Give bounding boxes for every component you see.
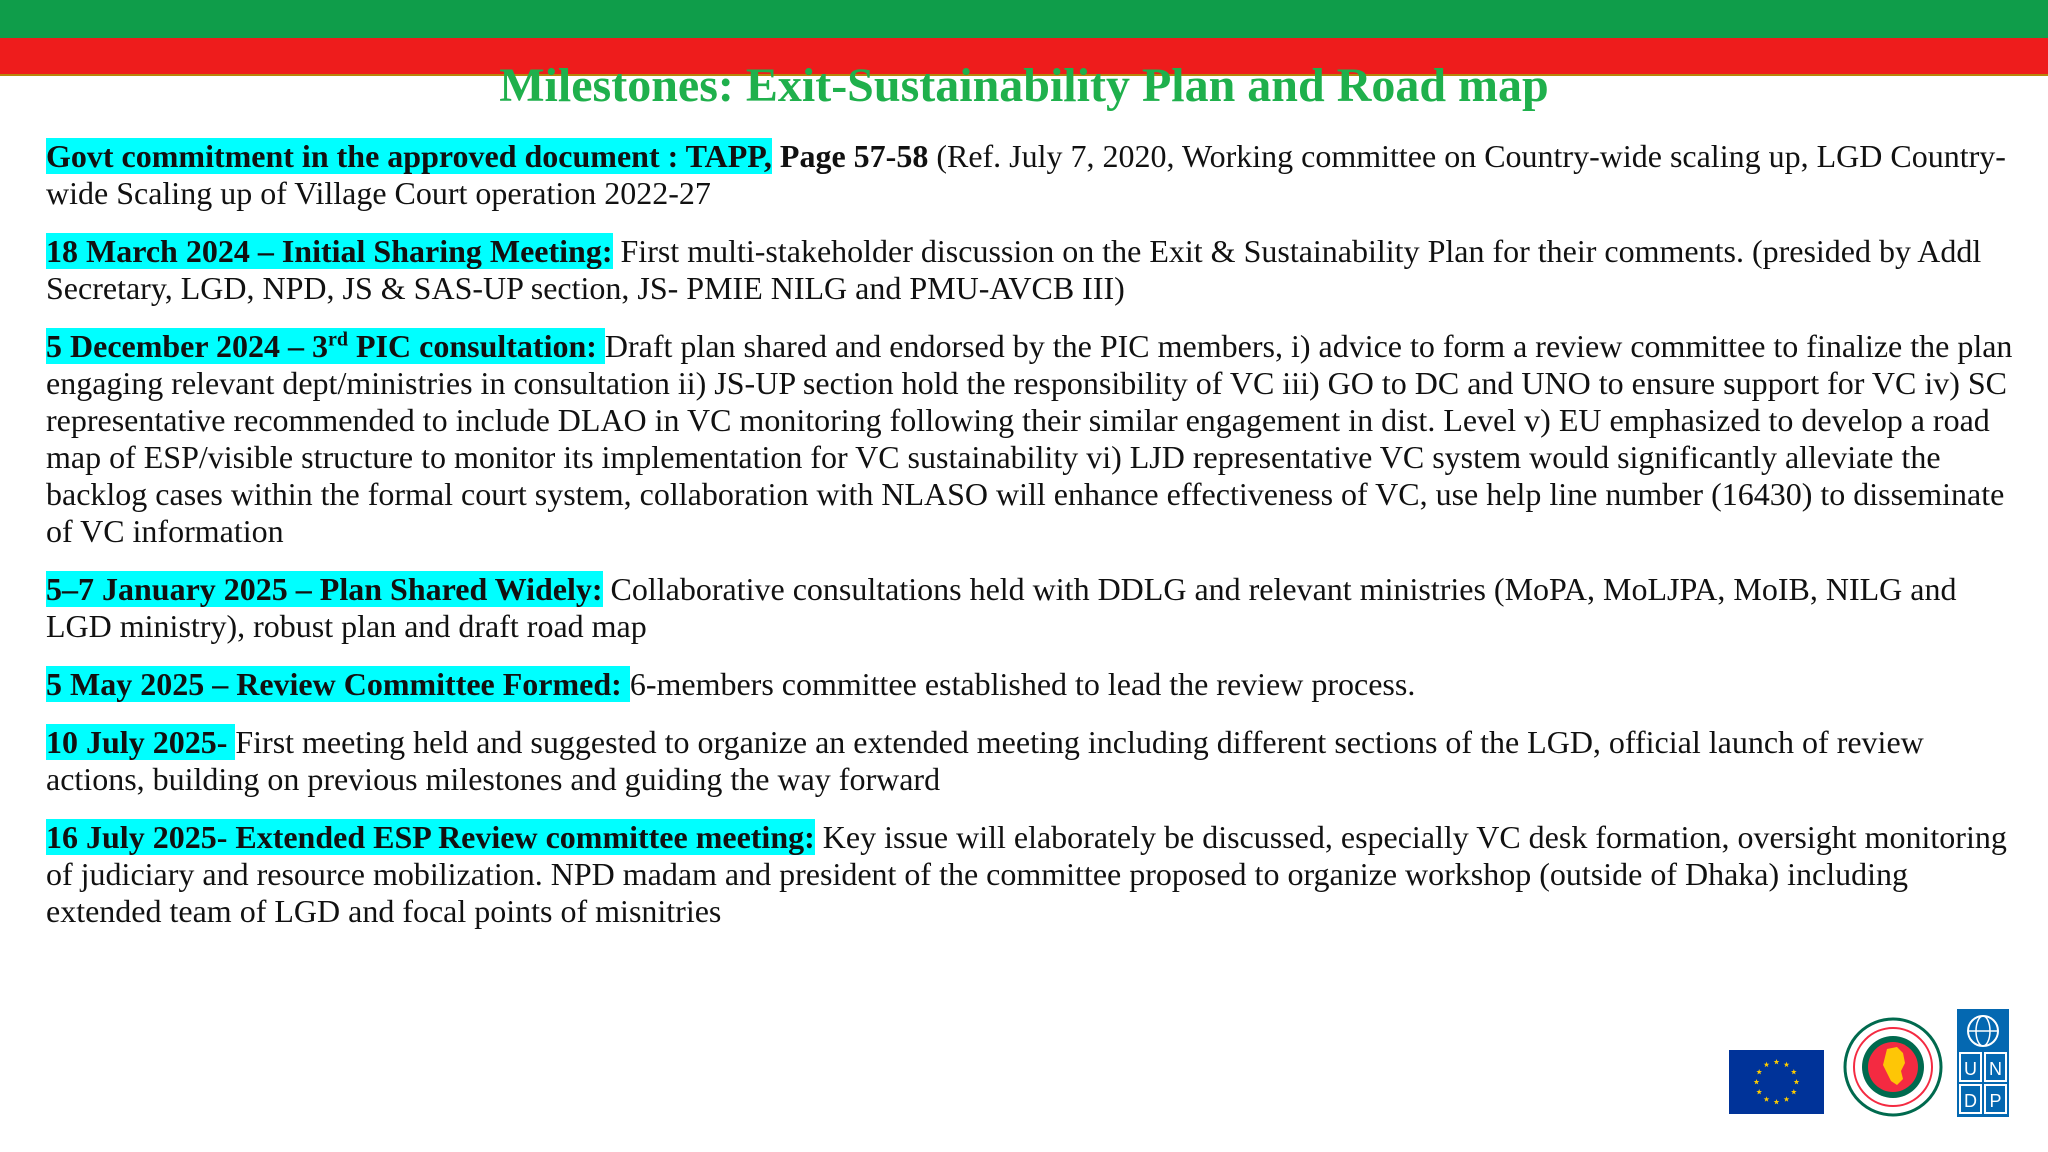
milestone-item-december-2024 bbox=[46, 328, 2016, 550]
milestone-item-16-july-2025 bbox=[46, 819, 2016, 930]
milestone-heading: 10 July 2025- bbox=[46, 724, 236, 760]
milestone-heading: 5 May 2025 – Review Committee Formed: bbox=[46, 666, 630, 702]
milestone-heading: 16 July 2025- Extended ESP Review committee meeting: bbox=[46, 819, 815, 855]
milestone-list bbox=[46, 138, 2016, 951]
milestone-text: Key issue will elaborately be discussed, especially VC desk formation, oversight monitoring of judiciary and resource mobilization. NPD madam and president of the committee proposed to organize workshop (outside of Dhaka) including extended team of LGD and focal points of misnitries bbox=[46, 819, 2007, 929]
milestone-page-ref: Page 57-58 bbox=[771, 138, 929, 174]
milestone-text: Draft plan shared and endorsed by the PIC members, i) advice to form a review committee to finalize the plan engaging relevant dept/ministries in consultation ii) JS-UP section hold the responsibility of VC iii) GO to DC and UNO to ensure support for VC iv) SC representative recommended to include DLAO in VC monitoring following their similar engagement in dist. Level v) EU emphasized to develop a road map of ESP/visible structure to monitor its implementation for VC sustainability vi) LJD representative VC system would significantly alleviate the backlog cases within the formal court system, collaboration with NLASO will enhance effectiveness of VC, use help line number (16430) to disseminate of VC information bbox=[46, 328, 2013, 549]
milestone-text: First meeting held and suggested to organize an extended meeting including different sections of the LGD, official launch of review actions, building on previous milestones and guiding the way forward bbox=[46, 724, 1924, 797]
milestone-text: First multi-stakeholder discussion on the Exit & Sustainability Plan for their comments. (presided by Addl Secretary, LGD, NPD, JS & SAS-UP section, JS- PMIE NILG and PMU-AVCB III) bbox=[46, 233, 1982, 306]
undp-letter-u: U bbox=[1964, 1059, 1977, 1079]
milestone-item-january-2025 bbox=[46, 571, 2016, 645]
undp-letter-p: P bbox=[1989, 1091, 2002, 1111]
milestone-heading-part: 5 December 2024 – 3 bbox=[46, 328, 328, 364]
milestone-heading-part: PIC consultation: bbox=[348, 328, 605, 364]
ordinal-suffix: rd bbox=[328, 328, 348, 351]
milestone-heading: Govt commitment in the approved document : TAPP, bbox=[46, 138, 772, 174]
milestone-text: Collaborative consultations held with DDLG and relevant ministries (MoPA, MoLJPA, MoIB, NILG and LGD ministry), robust plan and draft road map bbox=[46, 571, 1957, 644]
milestone-heading: 18 March 2024 – Initial Sharing Meeting: bbox=[46, 233, 613, 269]
eu-flag-icon bbox=[1729, 1050, 1824, 1114]
milestone-item-may-2025 bbox=[46, 666, 2016, 703]
bangladesh-govt-seal-icon bbox=[1843, 1017, 1943, 1117]
milestone-item-march-2024 bbox=[46, 233, 2016, 307]
undp-letter-n: N bbox=[1989, 1059, 2002, 1079]
undp-letter-d: D bbox=[1964, 1091, 1977, 1111]
milestone-heading bbox=[46, 328, 605, 364]
milestone-heading: 5–7 January 2025 – Plan Shared Widely: bbox=[46, 571, 603, 607]
undp-logo-icon bbox=[1957, 1009, 2009, 1117]
milestone-item-10-july-2025 bbox=[46, 724, 2016, 798]
slide-title: Milestones: Exit-Sustainability Plan and Road map bbox=[499, 59, 1549, 112]
milestone-item-govt-commitment bbox=[46, 138, 2016, 212]
milestone-text: 6-members committee established to lead the review process. bbox=[629, 666, 1416, 702]
partner-logos bbox=[1725, 1005, 2025, 1117]
top-green-bar bbox=[0, 0, 2048, 38]
milestone-text: (Ref. July 7, 2020, Working committee on Country-wide scaling up, LGD Country-wide Scaling up of Village Court operation 2022-27 bbox=[46, 138, 2006, 211]
